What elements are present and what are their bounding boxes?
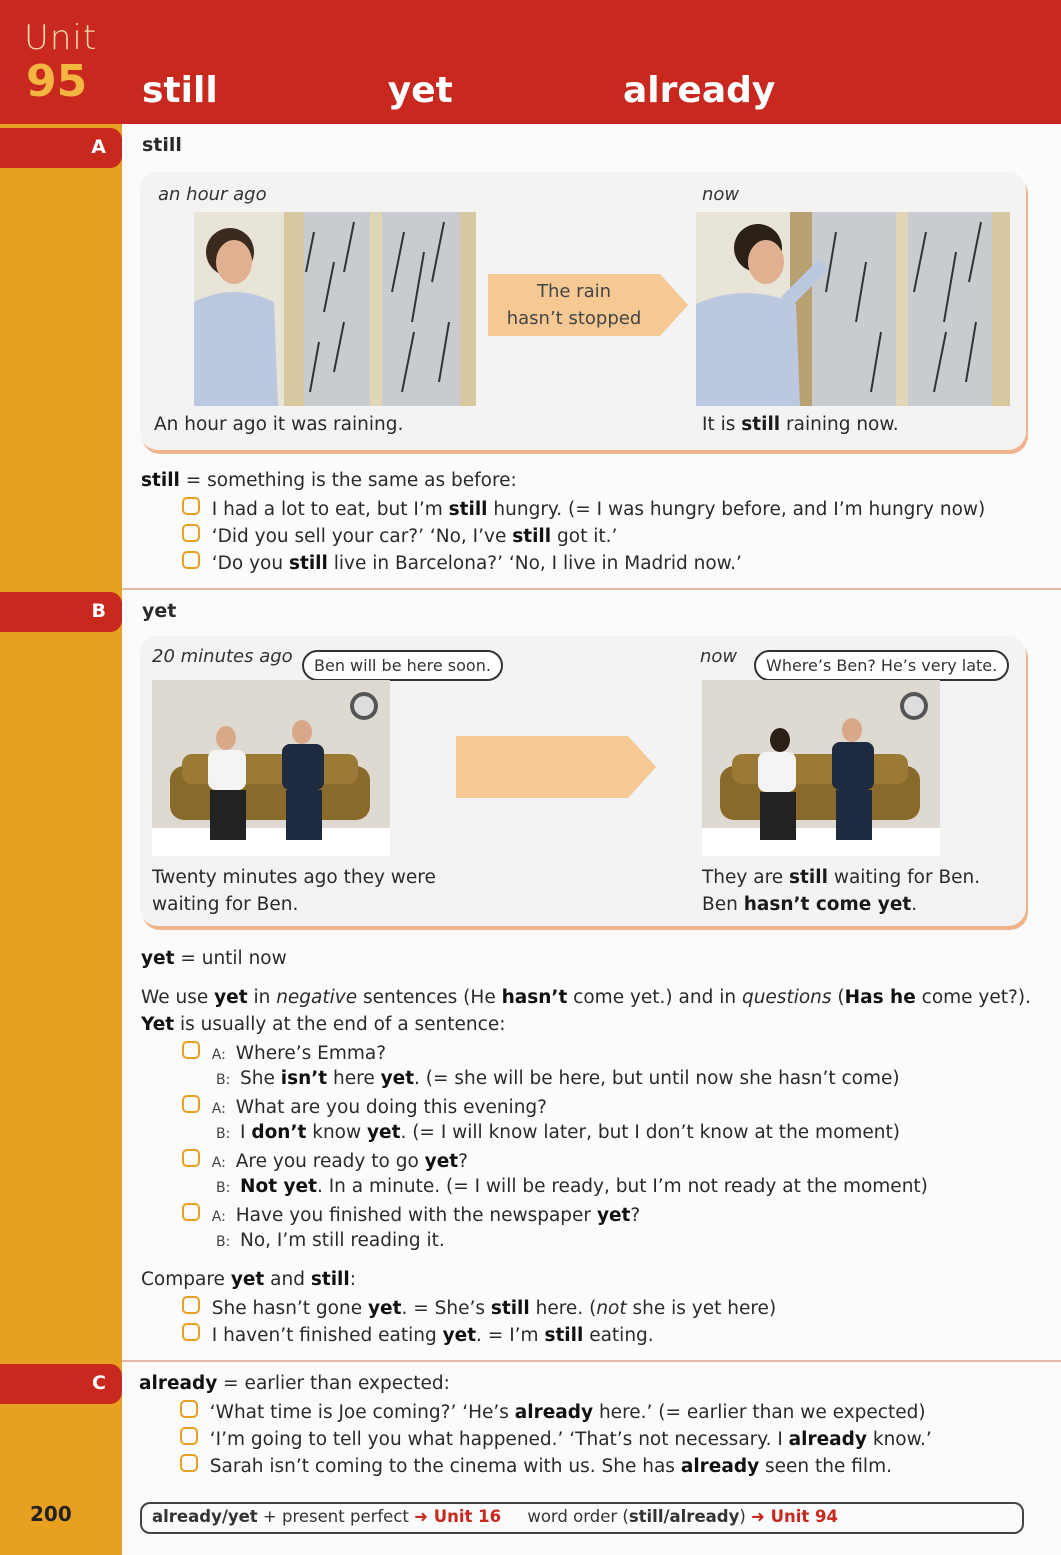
yet-usage-1: We use yet in negative sentences (He hasn’t come yet.) and in questions (Has he come yet?).: [141, 987, 1031, 1008]
caption-before-a: An hour ago it was raining.: [154, 414, 404, 435]
bullet-icon: [182, 1203, 200, 1221]
waiting-room-illustration-after: [702, 680, 940, 856]
bullet-icon: [182, 497, 200, 515]
section-tab-c: C: [0, 1364, 122, 1404]
label-before-b: 20 minutes ago: [152, 646, 293, 667]
dialogue-4b: B: No, I’m still reading it.: [216, 1230, 445, 1251]
unit-label: Unit: [24, 18, 98, 58]
still-example-2: ‘Did you sell your car?’ ‘No, I’ve still got it.’: [182, 524, 617, 547]
page-title: still yet already: [142, 70, 776, 111]
dialogue-1a: A: Where’s Emma?: [182, 1041, 386, 1064]
rain-window-illustration-after: [696, 212, 1010, 406]
already-example-2: ‘I’m going to tell you what happened.’ ‘That’s not necessary. I already know.’: [180, 1427, 932, 1450]
still-example-3: ‘Do you still live in Barcelona?’ ‘No, I live in Madrid now.’: [182, 551, 742, 574]
dialogue-2a: A: What are you doing this evening?: [182, 1095, 547, 1118]
yet-usage-2: Yet is usually at the end of a sentence:: [141, 1014, 506, 1035]
already-example-3: Sarah isn’t coming to the cinema with us. She has already seen the film.: [180, 1454, 892, 1477]
waiting-room-illustration-before: [152, 680, 390, 856]
dialogue-3a: A: Are you ready to go yet?: [182, 1149, 468, 1172]
bullet-icon: [182, 1041, 200, 1059]
dialogue-3b: B: Not yet. In a minute. (= I will be ready, but I’m not ready at the moment): [216, 1176, 928, 1197]
link-unit-94[interactable]: Unit 94: [764, 1507, 838, 1526]
section-b-heading: yet: [142, 600, 177, 622]
dialogue-4a: A: Have you finished with the newspaper yet?: [182, 1203, 640, 1226]
arrow-b: [456, 736, 656, 798]
still-definition: still = something is the same as before:: [141, 470, 517, 491]
still-example-1: I had a lot to eat, but I’m still hungry. (= I was hungry before, and I’m hungry now): [182, 497, 985, 520]
bullet-icon: [182, 1323, 200, 1341]
sidebar: [0, 0, 122, 1555]
arrow-text-a: The rain hasn’t stopped: [506, 281, 642, 329]
compare-heading: Compare yet and still:: [141, 1269, 356, 1290]
caption-after-b: They are still waiting for Ben. Ben hasn’t come yet.: [702, 867, 981, 915]
bullet-icon: [182, 1149, 200, 1167]
label-after-b: now: [700, 646, 738, 667]
bullet-icon: [182, 1296, 200, 1314]
bullet-icon: [180, 1427, 198, 1445]
already-example-1: ‘What time is Joe coming?’ ‘He’s already here.’ (= earlier than we expected): [180, 1400, 926, 1423]
section-tab-a: A: [0, 128, 122, 168]
arrow-right-icon: ➜: [414, 1507, 428, 1526]
picture-box-b: [140, 636, 1026, 926]
label-before: an hour ago: [158, 184, 267, 205]
caption-before-b: Twenty minutes ago they were waiting for Ben.: [152, 867, 436, 915]
speech-bubble-before: Ben will be here soon.: [302, 650, 503, 681]
section-tab-b: B: [0, 592, 122, 632]
dialogue-2b: B: I don’t know yet. (= I will know later, but I don’t know at the moment): [216, 1122, 900, 1143]
bullet-icon: [182, 551, 200, 569]
already-definition: already = earlier than expected:: [139, 1373, 450, 1394]
bullet-icon: [180, 1400, 198, 1418]
picture-box-a: [140, 172, 1026, 450]
label-after: now: [702, 184, 740, 205]
bullet-icon: [182, 1095, 200, 1113]
page-number: 200: [30, 1502, 72, 1526]
bullet-icon: [180, 1454, 198, 1472]
rain-window-illustration-before: [194, 212, 476, 406]
arrow-right-icon: ➜: [751, 1507, 765, 1526]
section-a-heading: still: [142, 134, 182, 156]
bullet-icon: [182, 524, 200, 542]
divider: [122, 1360, 1061, 1362]
compare-2: I haven’t finished eating yet. = I’m still eating.: [182, 1323, 654, 1346]
unit-number: 95: [26, 56, 88, 107]
dialogue-1b: B: She isn’t here yet. (= she will be here, but until now she hasn’t come): [216, 1068, 900, 1089]
compare-1: She hasn’t gone yet. = She’s still here. (not she is yet here): [182, 1296, 776, 1319]
link-unit-16[interactable]: Unit 16: [427, 1507, 502, 1526]
speech-bubble-after: Where’s Ben? He’s very late.: [754, 650, 1009, 681]
yet-definition: yet = until now: [141, 948, 287, 969]
divider: [122, 588, 1061, 590]
caption-after-a: It is still raining now.: [702, 414, 899, 435]
cross-reference-box: already/yet + present perfect ➜ Unit 16 word order (still/already) ➜ Unit 94: [140, 1502, 1024, 1534]
